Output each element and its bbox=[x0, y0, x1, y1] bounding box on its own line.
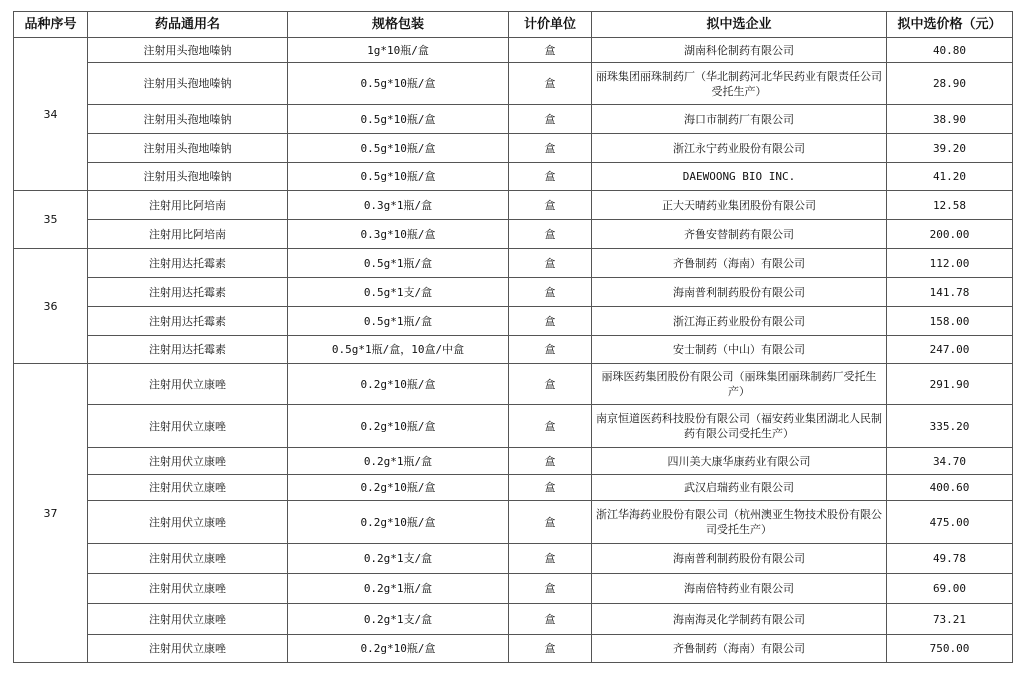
price: 158.00 bbox=[887, 307, 1013, 336]
drug-name: 注射用伏立康唑 bbox=[88, 448, 288, 475]
drug-name: 注射用比阿培南 bbox=[88, 191, 288, 220]
header-unit: 计价单位 bbox=[509, 12, 592, 38]
drug-name: 注射用伏立康唑 bbox=[88, 475, 288, 501]
drug-name: 注射用头孢地嗪钠 bbox=[88, 134, 288, 163]
drug-name: 注射用达托霉素 bbox=[88, 249, 288, 278]
drug-name: 注射用比阿培南 bbox=[88, 220, 288, 249]
drug-name: 注射用伏立康唑 bbox=[88, 405, 288, 448]
spec: 0.2g*10瓶/盒 bbox=[288, 364, 509, 405]
table-row bbox=[14, 635, 1013, 663]
unit: 盒 bbox=[509, 220, 592, 249]
spec: 0.2g*10瓶/盒 bbox=[288, 501, 509, 544]
drug-name: 注射用伏立康唑 bbox=[88, 635, 288, 663]
drug-name: 注射用达托霉素 bbox=[88, 336, 288, 364]
unit: 盒 bbox=[509, 105, 592, 134]
unit: 盒 bbox=[509, 475, 592, 501]
spec: 0.5g*1瓶/盒，10盒/中盒 bbox=[288, 336, 509, 364]
price: 73.21 bbox=[887, 604, 1013, 635]
table-row bbox=[14, 364, 1013, 405]
company: 齐鲁制药（海南）有限公司 bbox=[592, 635, 887, 663]
unit: 盒 bbox=[509, 163, 592, 191]
table-row bbox=[14, 220, 1013, 249]
company: 南京恒道医药科技股份有限公司（福安药业集团湖北人民制药有限公司受托生产） bbox=[592, 405, 887, 448]
price: 247.00 bbox=[887, 336, 1013, 364]
unit: 盒 bbox=[509, 307, 592, 336]
table-row bbox=[14, 249, 1013, 278]
company: 安士制药（中山）有限公司 bbox=[592, 336, 887, 364]
price: 141.78 bbox=[887, 278, 1013, 307]
table-row bbox=[14, 38, 1013, 63]
unit: 盒 bbox=[509, 405, 592, 448]
drug-name: 注射用头孢地嗪钠 bbox=[88, 163, 288, 191]
group-number: 35 bbox=[14, 191, 88, 249]
company: 海南普利制药股份有限公司 bbox=[592, 278, 887, 307]
company: 海南海灵化学制药有限公司 bbox=[592, 604, 887, 635]
table-row bbox=[14, 336, 1013, 364]
company: DAEWOONG BIO INC. bbox=[592, 163, 887, 191]
procurement-table bbox=[13, 11, 1013, 663]
drug-name: 注射用达托霉素 bbox=[88, 307, 288, 336]
spec: 0.3g*1瓶/盒 bbox=[288, 191, 509, 220]
price: 38.90 bbox=[887, 105, 1013, 134]
price: 28.90 bbox=[887, 63, 1013, 105]
spec: 0.5g*10瓶/盒 bbox=[288, 134, 509, 163]
company: 浙江永宁药业股份有限公司 bbox=[592, 134, 887, 163]
header-company: 拟中选企业 bbox=[592, 12, 887, 38]
price: 400.60 bbox=[887, 475, 1013, 501]
spec: 0.5g*1支/盒 bbox=[288, 278, 509, 307]
table-row bbox=[14, 163, 1013, 191]
price: 112.00 bbox=[887, 249, 1013, 278]
company: 浙江海正药业股份有限公司 bbox=[592, 307, 887, 336]
table-row bbox=[14, 574, 1013, 604]
spec: 0.2g*1支/盒 bbox=[288, 604, 509, 635]
drug-name: 注射用伏立康唑 bbox=[88, 364, 288, 405]
spec: 0.3g*10瓶/盒 bbox=[288, 220, 509, 249]
table-row bbox=[14, 63, 1013, 105]
price: 39.20 bbox=[887, 134, 1013, 163]
table-row bbox=[14, 278, 1013, 307]
price: 69.00 bbox=[887, 574, 1013, 604]
price: 40.80 bbox=[887, 38, 1013, 63]
spec: 0.2g*10瓶/盒 bbox=[288, 635, 509, 663]
company: 正大天晴药业集团股份有限公司 bbox=[592, 191, 887, 220]
drug-name: 注射用伏立康唑 bbox=[88, 501, 288, 544]
header-row bbox=[14, 12, 1013, 38]
drug-name: 注射用头孢地嗪钠 bbox=[88, 38, 288, 63]
company: 齐鲁安替制药有限公司 bbox=[592, 220, 887, 249]
unit: 盒 bbox=[509, 448, 592, 475]
unit: 盒 bbox=[509, 38, 592, 63]
drug-name: 注射用头孢地嗪钠 bbox=[88, 105, 288, 134]
price: 475.00 bbox=[887, 501, 1013, 544]
group-number: 37 bbox=[14, 364, 88, 663]
unit: 盒 bbox=[509, 278, 592, 307]
unit: 盒 bbox=[509, 249, 592, 278]
company: 丽珠集团丽珠制药厂（华北制药河北华民药业有限责任公司受托生产） bbox=[592, 63, 887, 105]
header-drug-name: 药品通用名 bbox=[88, 12, 288, 38]
table-row bbox=[14, 448, 1013, 475]
company: 武汉启瑞药业有限公司 bbox=[592, 475, 887, 501]
unit: 盒 bbox=[509, 364, 592, 405]
spec: 0.2g*10瓶/盒 bbox=[288, 405, 509, 448]
company: 海南普利制药股份有限公司 bbox=[592, 544, 887, 574]
unit: 盒 bbox=[509, 336, 592, 364]
spec: 0.5g*10瓶/盒 bbox=[288, 63, 509, 105]
header-spec: 规格包装 bbox=[288, 12, 509, 38]
drug-name: 注射用达托霉素 bbox=[88, 278, 288, 307]
drug-name: 注射用伏立康唑 bbox=[88, 574, 288, 604]
spec: 0.5g*10瓶/盒 bbox=[288, 163, 509, 191]
drug-name: 注射用头孢地嗪钠 bbox=[88, 63, 288, 105]
spec: 0.5g*1瓶/盒 bbox=[288, 307, 509, 336]
header-group-no: 品种序号 bbox=[14, 12, 88, 38]
company: 海南倍特药业有限公司 bbox=[592, 574, 887, 604]
table-row bbox=[14, 191, 1013, 220]
spec: 0.2g*1支/盒 bbox=[288, 544, 509, 574]
unit: 盒 bbox=[509, 134, 592, 163]
spec: 1g*10瓶/盒 bbox=[288, 38, 509, 63]
company: 齐鲁制药（海南）有限公司 bbox=[592, 249, 887, 278]
table-row bbox=[14, 475, 1013, 501]
spec: 0.2g*10瓶/盒 bbox=[288, 475, 509, 501]
company: 四川美大康华康药业有限公司 bbox=[592, 448, 887, 475]
spec: 0.5g*10瓶/盒 bbox=[288, 105, 509, 134]
group-number: 36 bbox=[14, 249, 88, 364]
price: 335.20 bbox=[887, 405, 1013, 448]
price: 41.20 bbox=[887, 163, 1013, 191]
drug-name: 注射用伏立康唑 bbox=[88, 544, 288, 574]
price: 291.90 bbox=[887, 364, 1013, 405]
spec: 0.2g*1瓶/盒 bbox=[288, 448, 509, 475]
table-row bbox=[14, 501, 1013, 544]
spec: 0.5g*1瓶/盒 bbox=[288, 249, 509, 278]
table-row bbox=[14, 405, 1013, 448]
table-row bbox=[14, 134, 1013, 163]
group-number: 34 bbox=[14, 38, 88, 191]
header-price: 拟中选价格（元） bbox=[887, 12, 1013, 38]
unit: 盒 bbox=[509, 574, 592, 604]
table-row bbox=[14, 307, 1013, 336]
unit: 盒 bbox=[509, 604, 592, 635]
company: 浙江华海药业股份有限公司（杭州澳亚生物技术股份有限公司受托生产） bbox=[592, 501, 887, 544]
unit: 盒 bbox=[509, 501, 592, 544]
table-row bbox=[14, 105, 1013, 134]
unit: 盒 bbox=[509, 191, 592, 220]
table-row bbox=[14, 544, 1013, 574]
unit: 盒 bbox=[509, 63, 592, 105]
unit: 盒 bbox=[509, 635, 592, 663]
unit: 盒 bbox=[509, 544, 592, 574]
price: 12.58 bbox=[887, 191, 1013, 220]
price: 200.00 bbox=[887, 220, 1013, 249]
table-row bbox=[14, 604, 1013, 635]
price: 49.78 bbox=[887, 544, 1013, 574]
company: 湖南科伦制药有限公司 bbox=[592, 38, 887, 63]
company: 海口市制药厂有限公司 bbox=[592, 105, 887, 134]
price: 34.70 bbox=[887, 448, 1013, 475]
company: 丽珠医药集团股份有限公司（丽珠集团丽珠制药厂受托生产） bbox=[592, 364, 887, 405]
price: 750.00 bbox=[887, 635, 1013, 663]
drug-name: 注射用伏立康唑 bbox=[88, 604, 288, 635]
spec: 0.2g*1瓶/盒 bbox=[288, 574, 509, 604]
